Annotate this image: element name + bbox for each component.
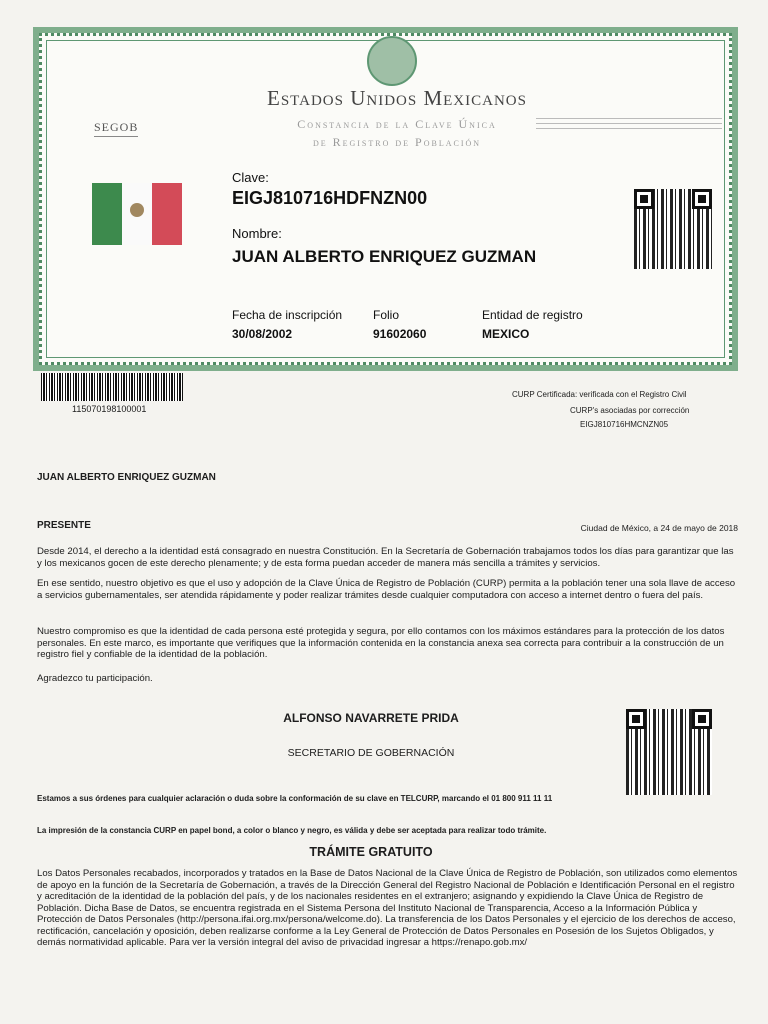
presente-label: PRESENTE (37, 520, 91, 531)
certificate-title: Estados Unidos Mexicanos (267, 86, 527, 110)
signer-name: ALFONSO NAVARRETE PRIDA (283, 711, 459, 725)
folio-value: 91602060 (373, 327, 427, 341)
barcode-icon (41, 373, 183, 401)
mexico-flag-icon (92, 183, 182, 245)
clave-value: EIGJ810716HDFNZN00 (232, 188, 428, 208)
nombre-value: JUAN ALBERTO ENRIQUEZ GUZMAN (232, 247, 537, 266)
paragraph-3: Nuestro compromiso es que la identidad de cada persona esté protegida y segura, por ello contamos con los máximos estándares para la protección de los datos personales. En este marco, es importante que verifiques que la información contenida en la constancia anexa sea correcta para contribuir a la construcción de un registro fiel y confiable de la identidad de la población. (37, 626, 725, 660)
curp-certificate (33, 27, 738, 371)
registry-logo (536, 118, 722, 133)
entidad-label: Entidad de registro (482, 308, 583, 322)
place-date: Ciudad de México, a 24 de mayo de 2018 (580, 523, 738, 533)
certificate-body (39, 33, 732, 365)
curp-associated-value: EIGJ810716HMCNZN05 (580, 420, 669, 429)
paragraph-2: En ese sentido, nuestro objetivo es que el uso y adopción de la Clave Única de Registro de Población (CURP) permita a la población tener una sola llave de acceso a servicios gubernamentales, ser atendida rápidamente y poder realizar trámites desde cualquier computadora con acceso a internet dentro o fuera del país. (37, 578, 736, 601)
privacy-notice: Los Datos Personales recabados, incorporados y tratados en la Base de Datos Nacional de la Clave Única de Registro de Población, son utilizados como elementos de apoyo en la función de la Secretaría de Gobernación, a través de la Dirección General del Registro Nacional de Población e Identificación Personal en el registro y acreditación de la identidad de la población del país, y de los nacionales residentes en el extranjero; asignando y expidiendo la Clave Única de Registro de Población. Dicha Base de Datos, se encuentra registrada en el Sistema Persona del Instituto Nacional de Transparencia, Acceso a la Información Pública y Protección de Datos Personales (http://persona.ifai.org.mx/persona/welcome.do). La transferencia de los Datos Personales y el ejercicio de los derechos de acceso, rectificación, cancelación y oposición, deben realizarse conforme a la Ley General de Protección de Datos Personales en Posesión de los Sujetos Obligados, y demás normatividad aplicable. Para ver la versión integral del aviso de privacidad ingresar a https://renapo.gob.mx/ (37, 868, 738, 948)
thanks-line: Agradezco tu participación. (37, 673, 153, 684)
nombre-label: Nombre: (232, 226, 282, 241)
recipient-name: JUAN ALBERTO ENRIQUEZ GUZMAN (37, 472, 216, 483)
certificate-subtitle (232, 115, 562, 151)
signer-title: SECRETARIO DE GOBERNACIÓN (287, 747, 455, 759)
subtitle-line-2: de Registro de Población (312, 135, 482, 149)
validity-line: La impresión de la constancia CURP en papel bond, a color o blanco y negro, es válida y debe ser aceptada para realizar todo trámite. (37, 826, 547, 835)
clave-label: Clave: (232, 170, 269, 185)
verification-qr-icon (626, 709, 712, 795)
contact-line: Estamos a sus órdenes para cualquier aclaración o duda sobre la conformación de su clave en TELCURP, marcando el 01 800 911 11 11 (37, 794, 553, 803)
tramite-gratuito: TRÁMITE GRATUITO (309, 845, 433, 859)
folio-label: Folio (373, 308, 400, 322)
qr-code-icon (634, 189, 712, 269)
entidad-value: MEXICO (482, 327, 530, 341)
curp-certified-status: CURP Certificada: verificada con el Registro Civil (512, 390, 687, 399)
barcode-number: 115070198100001 (72, 404, 147, 414)
fecha-value: 30/08/2002 (232, 327, 293, 341)
fecha-label: Fecha de inscripción (232, 308, 343, 322)
segob-logo: SEGOB (94, 120, 138, 137)
paragraph-1: Desde 2014, el derecho a la identidad está consagrado en nuestra Constitución. En la Secretaría de Gobernación trabajamos todos los días para garantizar que las y los mexicanos gocen de este derecho plenamente; y de esta forma puedan acceder de manera más sencilla a trámites y servicios. (37, 546, 734, 569)
subtitle-line-1: Constancia de la Clave Única (297, 117, 497, 131)
curp-associated-label: CURP's asociadas por corrección (570, 406, 690, 415)
national-seal-icon (367, 36, 417, 86)
